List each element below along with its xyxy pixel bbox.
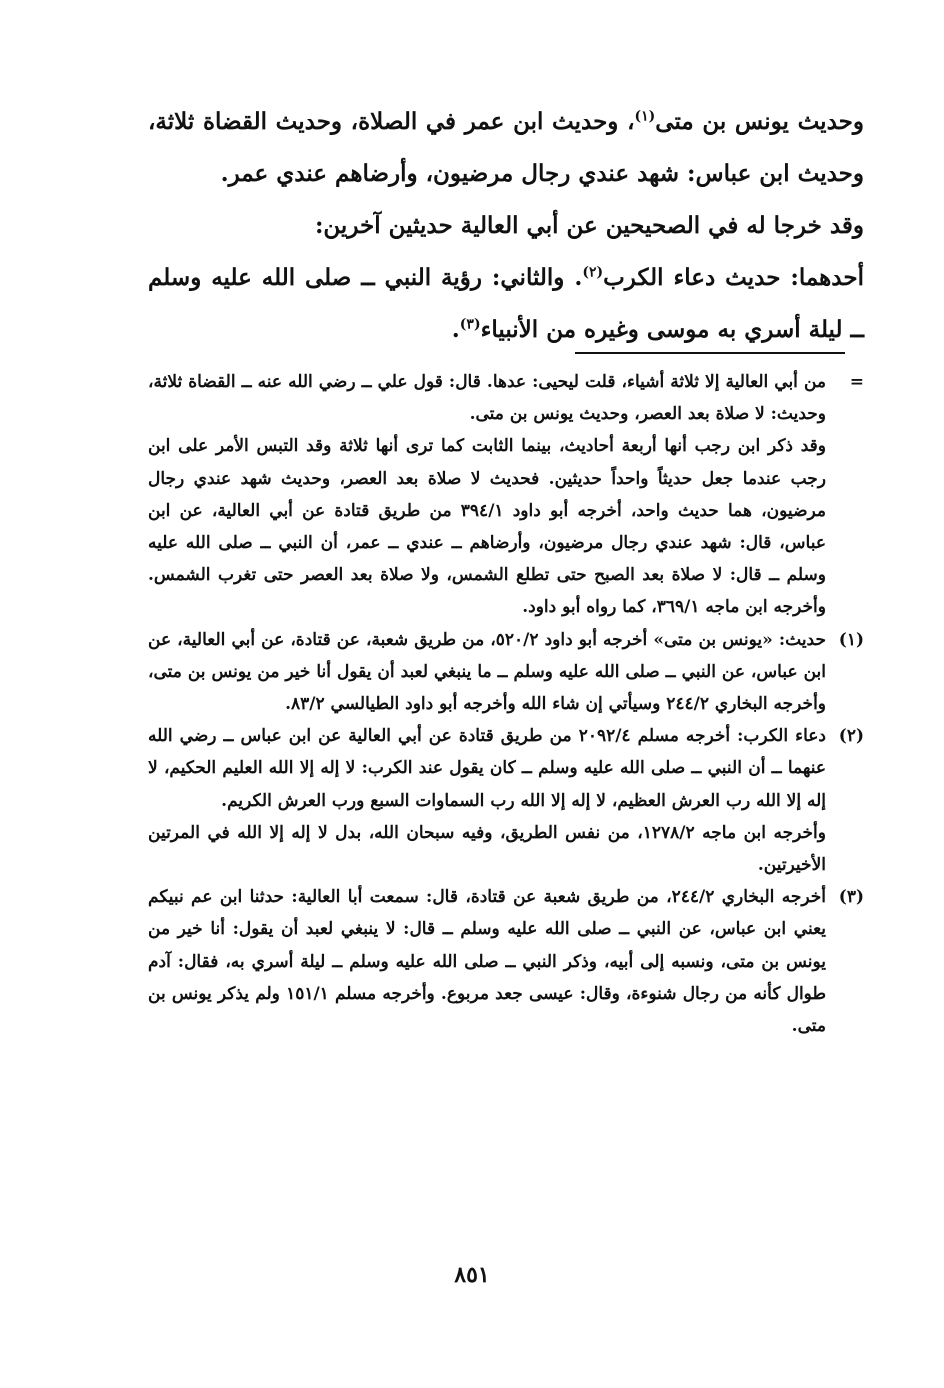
footnote-3 <box>148 881 864 1042</box>
paragraph-text: ، وحديث ابن عمر في الصلاة، وحديث القضاة ثلاثة، وحديث ابن عباس: شهد عندي رجال مرضيون، وأرضاهم عندي عمر. <box>148 108 864 187</box>
main-paragraph <box>148 96 864 200</box>
page-number: ٨٥١ <box>454 1262 490 1288</box>
footnote-body <box>148 881 826 1042</box>
footnote-1 <box>148 624 864 721</box>
footnote-mark: = <box>849 372 864 392</box>
footnote-ref[interactable]: (١) <box>634 108 656 125</box>
footnote-mark: (٢) <box>838 726 864 747</box>
footnote-ref[interactable]: (٢) <box>582 264 604 281</box>
paragraph-text: . <box>451 316 460 343</box>
footnote-paragraph: دعاء الكرب: أخرجه مسلم ٢٠٩٢/٤ من طريق قتادة عن أبي العالية عن ابن عباس ــ رضي الله عنهما ــ أن النبي ــ صلى الله عليه وسلم ــ كان يقول عند الكرب: لا إله إلا الله العليم الحكيم، لا إله إلا الله رب العرش العظيم، لا إله إلا الله رب السماوات السبع ورب العرش الكريم. <box>148 726 826 811</box>
footnote-mark: (٣) <box>838 887 864 908</box>
footnote-separator <box>575 352 845 354</box>
footnote-ref[interactable]: (٣) <box>459 316 481 333</box>
footnotes <box>148 366 864 1042</box>
paragraph-text: أحدهما: حديث دعاء الكرب <box>603 264 864 291</box>
footnote-paragraph: من أبي العالية إلا ثلاثة أشياء، قلت ليحيى: عدها. قال: قول علي ــ رضي الله عنه ــ القضاة ثلاثة، وحديث: لا صلاة بعد العصر، وحديث يونس بن متى. <box>148 372 826 425</box>
footnote-body <box>148 624 826 721</box>
main-paragraph <box>148 200 864 252</box>
footnote-body <box>148 720 826 881</box>
main-paragraph <box>148 252 864 356</box>
footnote-paragraph: حديث: «يونس بن متى» أخرجه أبو داود ٥٢٠/٢، من طريق شعبة، عن قتادة، عن أبي العالية، عن ابن عباس، عن النبي ــ صلى الله عليه وسلم ــ ما ينبغي لعبد أن يقول أنا خير من يونس بن متى، وأخرجه البخاري ٢٤٤/٢ وسيأتي إن شاء الله وأخرجه أبو داود الطيالسي ٨٣/٢. <box>148 629 826 715</box>
paragraph-text: وقد خرجا له في الصحيحين عن أبي العالية حديثين آخرين: <box>314 212 864 239</box>
footnote-paragraph: وأخرجه ابن ماجه ١٢٧٨/٢، من نفس الطريق، وفيه سبحان الله، بدل لا إله إلا الله في المرتين الأخيرتين. <box>148 822 826 876</box>
main-text <box>148 96 864 356</box>
footnote-paragraph: أخرجه البخاري ٢٤٤/٢، من طريق شعبة عن قتادة، قال: سمعت أبا العالية: حدثنا ابن عم نبيكم يعني ابن عباس، عن النبي ــ صلى الله عليه وسلم ــ قال: لا ينبغي لعبد أن يقول: أنا خير من يونس بن متى، ونسبه إلى أبيه، وذكر النبي ــ صلى الله عليه وسلم ــ ليلة أسري به، فقال: آدم طوال كأنه من رجال شنوءة، وقال: عيسى جعد مربوع. وأخرجه مسلم ١٥١/١ ولم يذكر يونس بن متى. <box>148 887 826 1037</box>
paragraph-text: . والثاني: رؤية النبي ــ صلى الله عليه وسلم ــ ليلة أسري به موسى وغيره من الأنبياء <box>148 264 864 343</box>
footnote-continuation <box>148 366 864 624</box>
footnote-paragraph: وقد ذكر ابن رجب أنها أربعة أحاديث، بينما الثابت كما ترى أنها ثلاثة وقد التبس الأمر على ابن رجب عندما جعل حديثاً واحداً حديثين. فحديث لا صلاة بعد العصر، وحديث شهد عندي رجال مرضيون، هما حديث واحد، أخرجه أبو داود ٣٩٤/١ من طريق قتادة عن أبي العالية، عن ابن عباس، قال: شهد عندي رجال مرضيون، وأرضاهم ــ عندي ــ عمر، أن النبي ــ صلى الله عليه وسلم ــ قال: لا صلاة بعد الصبح حتى تطلع الشمس، ولا صلاة بعد العصر حتى تغرب الشمس. وأخرجه ابن ماجه ٣٦٩/١، كما رواه أبو داود. <box>148 436 826 618</box>
footnote-body <box>148 366 826 624</box>
footnote-2 <box>148 720 864 881</box>
paragraph-text: وحديث يونس بن متى <box>655 108 864 135</box>
footnote-mark: (١) <box>838 629 864 650</box>
